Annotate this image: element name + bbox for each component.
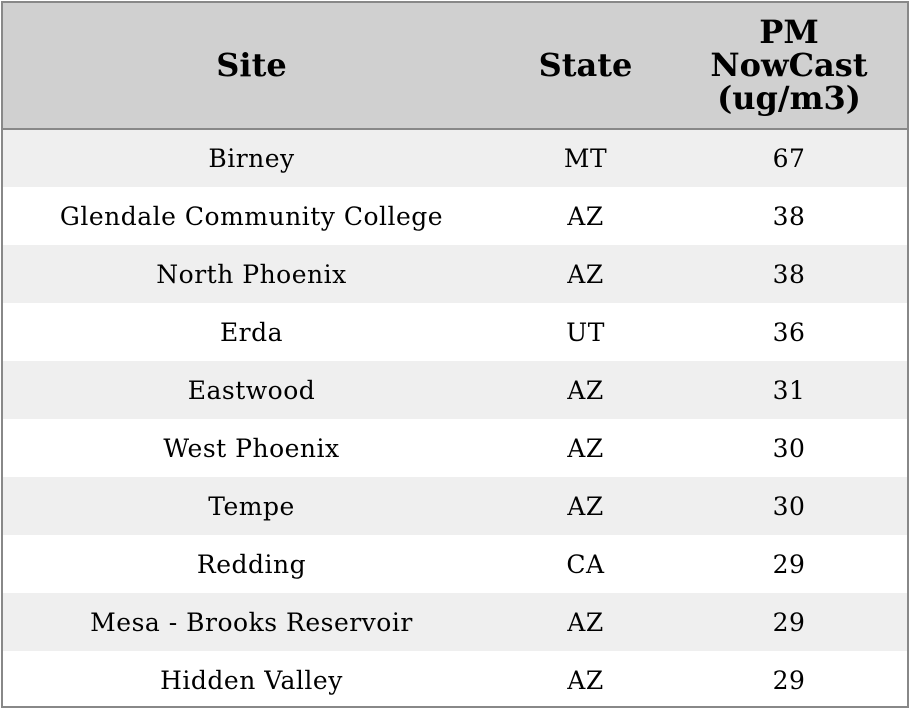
cell-pm-nowcast: 29 bbox=[772, 665, 806, 695]
table-header bbox=[3, 3, 907, 129]
header-state bbox=[500, 3, 671, 129]
cell-pm-nowcast: 29 bbox=[772, 607, 806, 637]
header-state-line: State bbox=[538, 46, 633, 84]
header-pm-line-3: (ug/m3) bbox=[717, 79, 861, 117]
cell-site: Redding bbox=[196, 549, 307, 579]
table-row bbox=[3, 593, 907, 651]
cell-pm-nowcast: 31 bbox=[772, 375, 806, 405]
cell-state: AZ bbox=[567, 607, 604, 637]
header-pm-line-2: NowCast bbox=[710, 46, 868, 84]
cell-pm-nowcast: 67 bbox=[772, 144, 806, 173]
data-table bbox=[3, 3, 907, 708]
cell-state: AZ bbox=[567, 491, 604, 521]
table-row bbox=[3, 303, 907, 361]
cell-pm-nowcast: 38 bbox=[772, 259, 806, 289]
table-row bbox=[3, 361, 907, 419]
cell-site: North Phoenix bbox=[156, 259, 347, 289]
header-site bbox=[3, 3, 500, 129]
cell-pm-nowcast: 38 bbox=[772, 201, 806, 231]
table-row bbox=[3, 535, 907, 593]
table-row bbox=[3, 245, 907, 303]
pm-nowcast-table bbox=[1, 1, 909, 708]
cell-state: CA bbox=[566, 549, 605, 579]
cell-state: AZ bbox=[567, 433, 604, 463]
cell-state: AZ bbox=[567, 201, 604, 231]
cell-pm-nowcast: 36 bbox=[772, 317, 806, 347]
table-row bbox=[3, 651, 907, 708]
cell-site: Mesa - Brooks Reservoir bbox=[90, 607, 413, 637]
cell-state: AZ bbox=[567, 259, 604, 289]
cell-pm-nowcast: 29 bbox=[772, 549, 806, 579]
header-pm-nowcast bbox=[671, 3, 907, 129]
header-site-line: Site bbox=[216, 46, 287, 84]
cell-site: Hidden Valley bbox=[160, 665, 343, 695]
cell-state: AZ bbox=[567, 375, 604, 405]
cell-state: UT bbox=[566, 317, 605, 347]
cell-site: Eastwood bbox=[187, 375, 316, 405]
cell-pm-nowcast: 30 bbox=[772, 491, 806, 521]
cell-site: West Phoenix bbox=[163, 433, 340, 463]
cell-state: AZ bbox=[567, 665, 604, 695]
cell-site: Birney bbox=[208, 144, 295, 173]
cell-site: Erda bbox=[219, 317, 284, 347]
header-row bbox=[3, 3, 907, 129]
header-pm-line-1: PM bbox=[759, 13, 819, 51]
table-row bbox=[3, 129, 907, 187]
cell-site: Glendale Community College bbox=[59, 201, 444, 231]
table-body bbox=[3, 129, 907, 708]
table-row bbox=[3, 419, 907, 477]
table-row bbox=[3, 477, 907, 535]
cell-pm-nowcast: 30 bbox=[772, 433, 806, 463]
cell-state: MT bbox=[563, 144, 608, 173]
table-row bbox=[3, 187, 907, 245]
cell-site: Tempe bbox=[208, 491, 295, 521]
